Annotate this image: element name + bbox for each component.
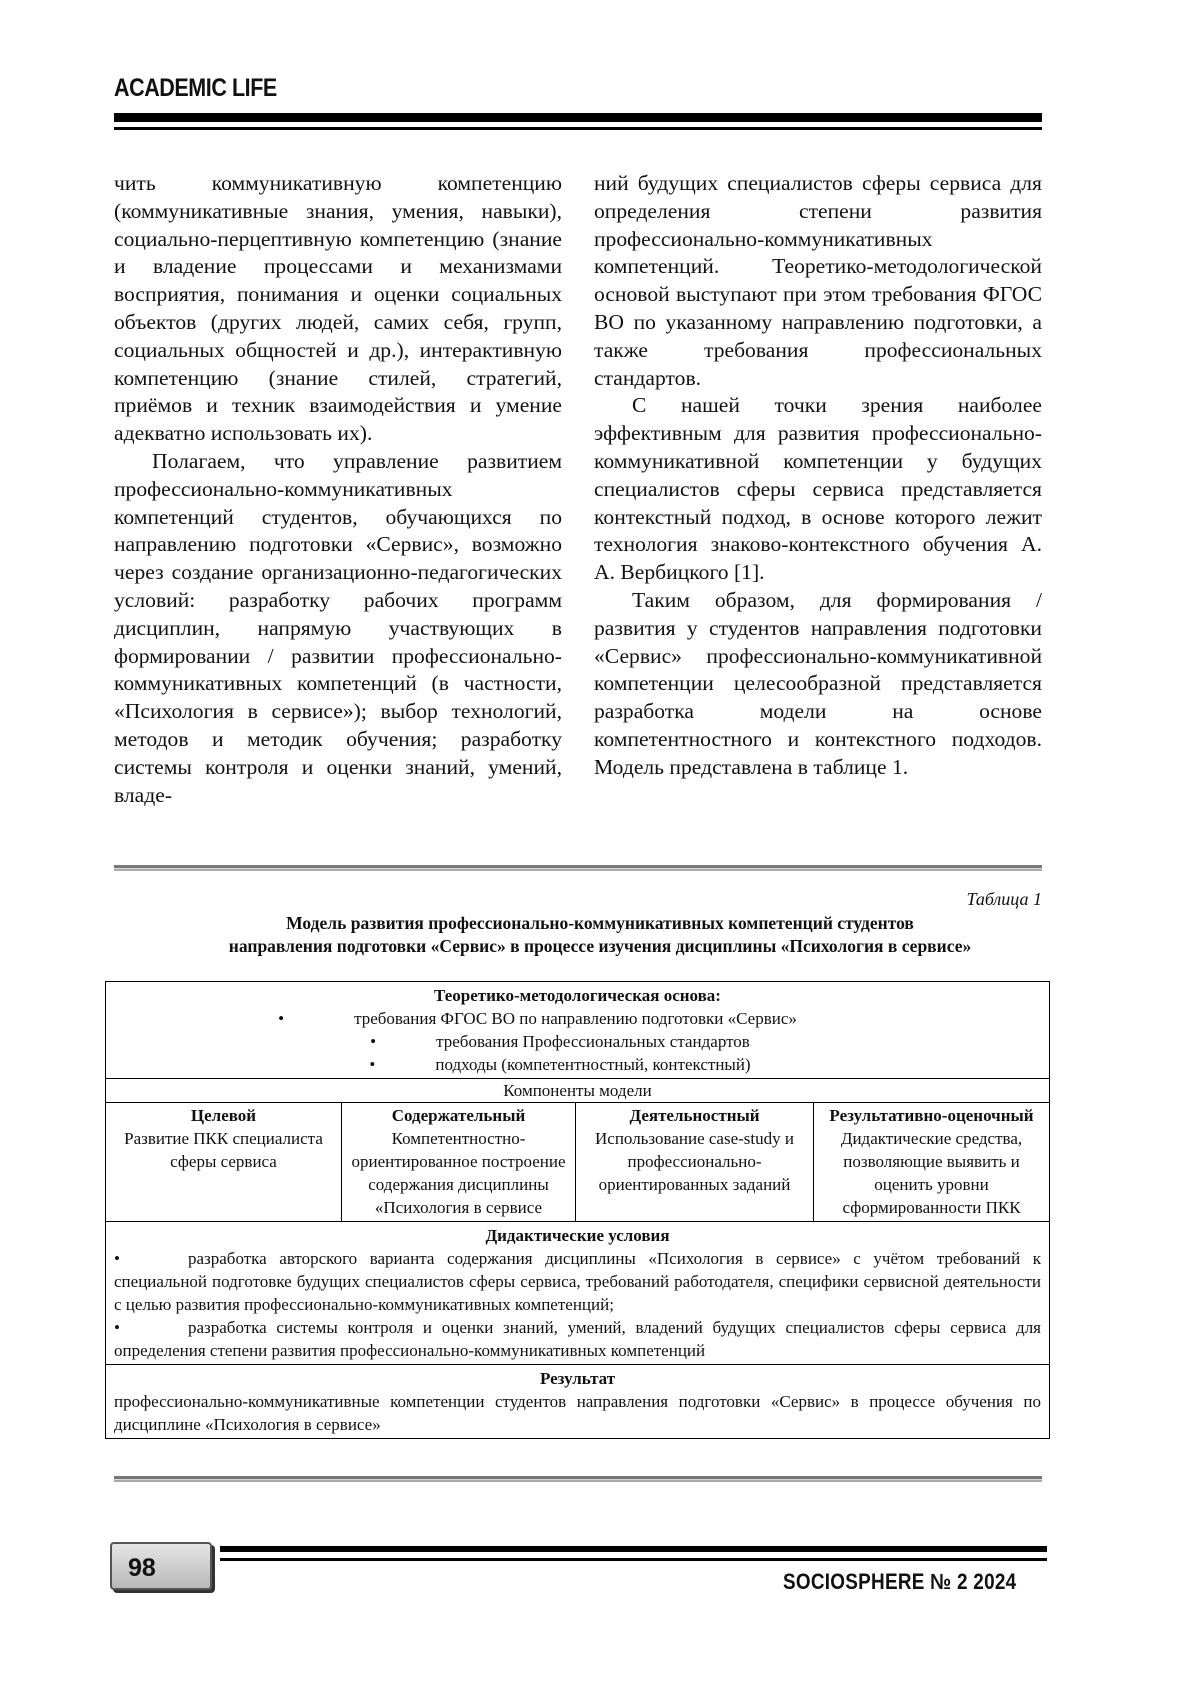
condition-item bbox=[114, 1247, 1041, 1316]
component-name: Целевой bbox=[190, 1106, 257, 1125]
components-grid bbox=[106, 1103, 1049, 1222]
component-text: Дидактические средства, позволяющие выявить и оценить уровни сформированности ПКК bbox=[840, 1129, 1023, 1217]
footer-rule-thin bbox=[220, 1558, 1047, 1561]
left-paragraph-1: чить коммуникативную компетенцию (коммуникативные знания, умения, навыки), социально-перцептивную компетенцию (знание и владение процессами и механизмами восприятия, понимания и оценки социальных объектов (других людей, самих себя, групп, социальных общностей и др.), интерактивную компетенцию (знание стилей, стратегий, приёмов и техник взаимодействия и умение адекватно использовать их). bbox=[114, 171, 562, 446]
component-cell bbox=[106, 1103, 342, 1221]
basis-item-text: требования Профессиональных стандартов bbox=[436, 1032, 750, 1051]
conditions-title: Дидактические условия bbox=[485, 1226, 670, 1245]
condition-text: разработка авторского варианта содержания дисциплины «Психология в сервисе» с учётом требований к специальной подготовке будущих специалистов сферы сервиса, требований работодателя, специфики сервисной деятельности с целью развития профессионально-коммуникативных компетенций; bbox=[114, 1249, 1041, 1314]
bullet-icon: • bbox=[114, 1318, 120, 1337]
basis-item-text: подходы (компетентностный, контекстный) bbox=[435, 1055, 751, 1074]
component-name: Содержательный bbox=[391, 1106, 526, 1125]
bullet-icon: • bbox=[370, 1032, 377, 1051]
model-table bbox=[105, 981, 1050, 1439]
result-section bbox=[106, 1365, 1049, 1438]
basis-title: Теоретико-методологическая основа: bbox=[434, 986, 721, 1005]
table-caption-line-1: Модель развития профессионально-коммуникативных компетенций студентов bbox=[286, 913, 914, 933]
right-paragraph-1: ний будущих специалистов сферы сервиса для определения степени развития профессионально-коммуникативных компетенций. Теоретико-методологической основой выступают при этом требования ФГОС ВО по указанному направлению подготовки, а также требования профессиональных стандартов. bbox=[594, 171, 1042, 390]
component-text: Компетентностно-ориентированное построение содержания дисциплины «Психология в сервисе bbox=[351, 1129, 566, 1217]
condition-item bbox=[114, 1316, 1041, 1362]
result-title: Результат bbox=[539, 1369, 616, 1388]
component-name: Результативно-оценочный bbox=[829, 1106, 1034, 1125]
running-header: ACADEMIC LIFE bbox=[114, 74, 277, 102]
component-cell bbox=[342, 1103, 576, 1221]
bullet-icon: • bbox=[278, 1009, 285, 1028]
component-cell bbox=[814, 1103, 1049, 1221]
page-number-badge: 98 bbox=[110, 1542, 212, 1590]
right-paragraph-2: С нашей точки зрения наиболее эффективным для развития профессионально-коммуникативной компетенции у будущих специалистов сферы сервиса представляется контекстный подход, в основе которого лежит технология знаково-контекстного обучения А. А. Вербицкого [1]. bbox=[594, 393, 1042, 585]
bullet-icon: • bbox=[114, 1249, 120, 1268]
table-top-divider bbox=[114, 865, 1042, 871]
table-label: Таблица 1 bbox=[966, 889, 1042, 909]
component-cell bbox=[576, 1103, 814, 1221]
conditions-section bbox=[106, 1222, 1049, 1365]
footer-rule-thick bbox=[220, 1546, 1047, 1552]
basis-item bbox=[79, 1030, 1041, 1053]
condition-text: разработка системы контроля и оценки знаний, умений, владений будущих специалистов сферы сервиса для определения степени развития профессионально-коммуникативных компетенций bbox=[114, 1318, 1041, 1360]
components-header: Компоненты модели bbox=[106, 1079, 1049, 1103]
basis-item-text: требования ФГОС ВО по направлению подготовки «Сервис» bbox=[354, 1009, 797, 1028]
result-text: профессионально-коммуникативные компетенции студентов направления подготовки «Сервис» в процессе обучения по дисциплине «Психология в сервисе» bbox=[114, 1392, 1041, 1434]
component-text: Использование case-study и профессионально-ориентированных заданий bbox=[595, 1129, 794, 1194]
basis-item bbox=[34, 1007, 1041, 1030]
table-bottom-divider bbox=[114, 1476, 1042, 1482]
header-rule-thin bbox=[114, 127, 1042, 130]
left-paragraph-2: Полагаем, что управление развитием профессионально-коммуникативных компетенций студентов, обучающихся по направлению подготовки «Сервис», возможно через создание организационно-педагогических условий: разработку рабочих программ дисциплин, напрямую участвующих в формировании / развитии профессионально-коммуникативных компетенций (в частности, «Психология в сервисе»); выбор технологий, методов и методик обучения; разработку системы контроля и оценки знаний, умений, владе- bbox=[114, 448, 562, 807]
header-rule-thick bbox=[114, 113, 1042, 122]
basis-section bbox=[106, 982, 1049, 1079]
component-text: Развитие ПКК специалиста сферы сервиса bbox=[124, 1129, 323, 1171]
basis-item bbox=[79, 1053, 1041, 1076]
bullet-icon: • bbox=[369, 1055, 376, 1074]
left-column bbox=[114, 170, 562, 809]
component-name: Деятельностный bbox=[629, 1106, 760, 1125]
journal-title: SOCIOSPHERE № 2 2024 bbox=[783, 1569, 1017, 1594]
table-caption bbox=[100, 912, 1100, 958]
right-column bbox=[594, 170, 1042, 782]
table-caption-line-2: направления подготовки «Сервис» в процессе изучения дисциплины «Психология в сервисе» bbox=[228, 936, 972, 956]
right-paragraph-3: Таким образом, для формирования / развития у студентов направления подготовки «Сервис» профессионально-коммуникативной компетенции целесообразной представляется разработка модели на основе компетентностного и контекстного подходов. Модель представлена в таблице 1. bbox=[594, 587, 1042, 779]
